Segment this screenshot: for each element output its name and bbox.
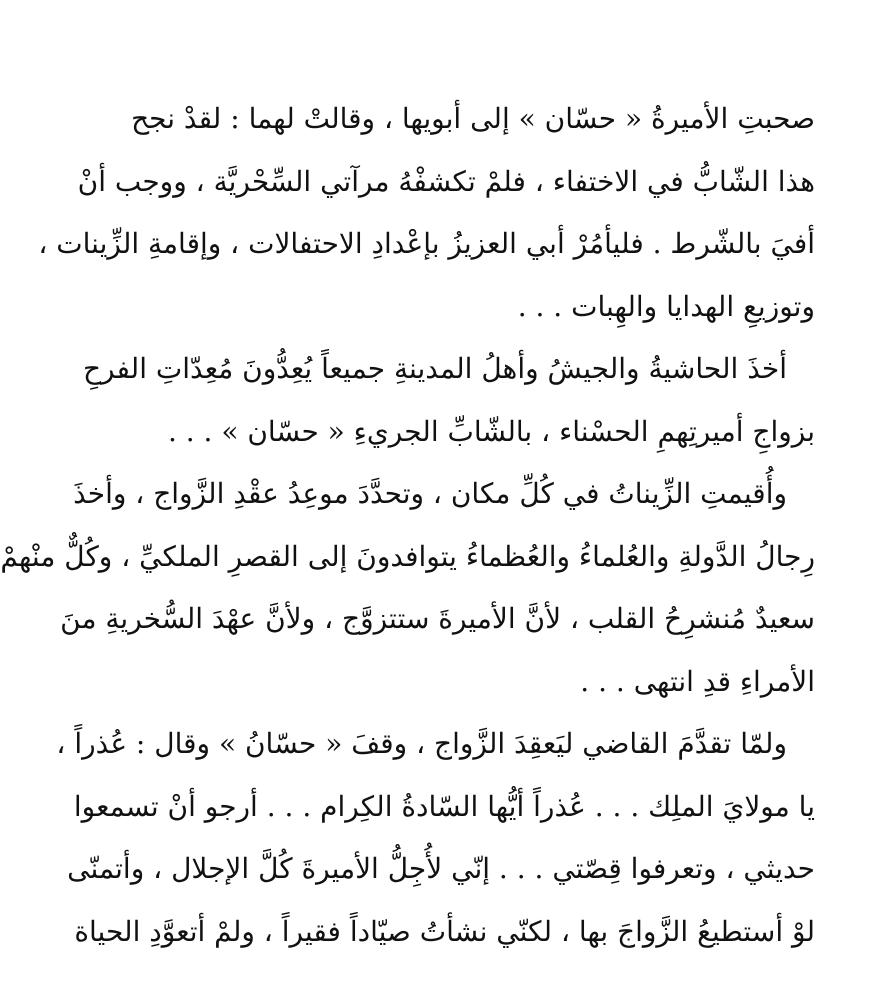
text-line: بزواجِ أميرتِهمِ الحسْناء ، بالشّابِّ الجريءِ « حسّان » . . . bbox=[167, 414, 815, 448]
text-line: يا مولايَ الملِك . . . عُذراً أيُّها السّادةُ الكِرام . . . أرجو أنْ تسمعوا bbox=[73, 789, 815, 823]
paragraph-1 bbox=[38, 88, 815, 338]
text-line: صحبتِ الأميرةُ « حسّان » إلى أبويها ، وقالتْ لهما : لقدْ نجح bbox=[131, 102, 815, 135]
text-line: حديثي ، وتعرفوا قِصّتي . . . إنّي لأُجِلُّ الأميرةَ كُلَّ الإجلال ، وأتمنّى bbox=[67, 852, 815, 885]
text-line: أفيَ بالشّرط . فليأمُرْ أبي العزيزُ بإعْدادِ الاحتفالات ، وإقامةِ الزِّينات ، bbox=[38, 227, 815, 260]
text-line: ولمّا تقدَّمَ القاضي ليَعقِدَ الزَّواج ، وقفَ « حسّانُ » وقال : عُذراً ، bbox=[56, 727, 787, 760]
paragraph-4 bbox=[56, 713, 815, 963]
book-page-text bbox=[0, 88, 815, 963]
text-line: هذا الشّابُّ في الاختفاء ، فلمْ تكشفْهُ مرآتي السِّحْريَّة ، ووجب أنْ bbox=[77, 164, 815, 198]
text-line: الأمراءِ قدِ انتهى . . . bbox=[580, 664, 815, 698]
paragraph-2 bbox=[82, 338, 815, 463]
text-line: أخذَ الحاشيةُ والجيشُ وأهلُ المدينةِ جميعاً يُعِدُّونَ مُعِدّاتِ الفرحِ bbox=[82, 352, 787, 385]
text-line: وأُقيمتِ الزِّيناتُ في كُلِّ مكان ، وتحدَّدَ موعِدُ عقْدِ الزَّواج ، وأخذَ bbox=[73, 477, 787, 510]
text-line: رِجالُ الدَّولةِ والعُلماءُ والعُظماءُ يتوافدونَ إلى القصرِ الملكيِّ ، وكُلٌّ منْهمْ bbox=[0, 539, 815, 573]
text-line: سعيدٌ مُنشرِحُ القلب ، لأنَّ الأميرةَ ستتزوَّج ، ولأنَّ عهْدَ السُّخريةِ منَ bbox=[60, 602, 815, 635]
text-line: لوْ أستطيعُ الزَّواجَ بها ، لكنّي نشأتُ صيّاداً فقيراً ، ولمْ أتعوَّدِ الحياة bbox=[74, 914, 815, 948]
paragraph-3 bbox=[0, 463, 815, 713]
text-line: وتوزيعِ الهدايا والهِبات . . . bbox=[517, 289, 815, 323]
